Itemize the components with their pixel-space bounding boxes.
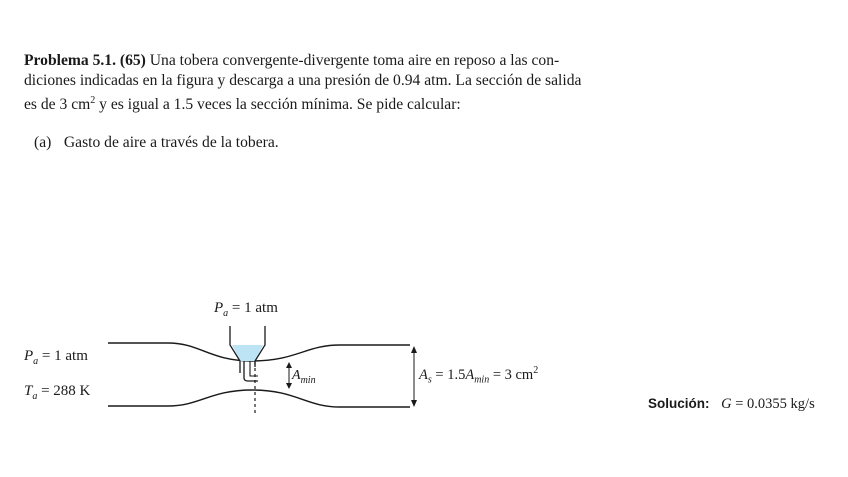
problem-text-1: Una tobera convergente-divergente toma aire en reposo a las con- [149,52,560,69]
solution-label: Solución: [648,396,710,411]
problem-number: (65) [119,52,146,69]
amin-label: $A_{min}$ [292,368,316,386]
problem-text-3b: y es igual a 1.5 veces la sección mínima. Se pide calcular: [95,96,461,114]
nozzle-lower-wall [108,390,410,407]
inlet-pressure-label: $P_a = 1$ atm [24,348,88,367]
manometer-tube [244,361,258,381]
problem-text-3a: es de 3 cm [24,96,91,114]
problem-line-2: diciones indicadas en la figura y descarga a una presión de 0.94 atm. La sección de salida [24,72,582,89]
ambient-pressure-label: $P_a = 1$ atm [214,300,278,319]
problem-text-3-sup: 2 [90,95,96,106]
solution-value: G = 0.0355 kg/s [721,396,815,412]
exit-area-label: $A_s = 1.5A_{min} = 3$ $cm^2$ [419,365,539,386]
inlet-temperature-label: $T_a = 288$ K [24,383,91,402]
item-a-label: (a) [34,134,52,151]
problem-heading: Problema 5.1. [24,52,116,69]
item-a-text: Gasto de aire a través de la tobera. [63,134,279,151]
manometer-water [232,345,263,361]
solution [648,396,815,413]
manometer-tube-inner [250,361,258,376]
